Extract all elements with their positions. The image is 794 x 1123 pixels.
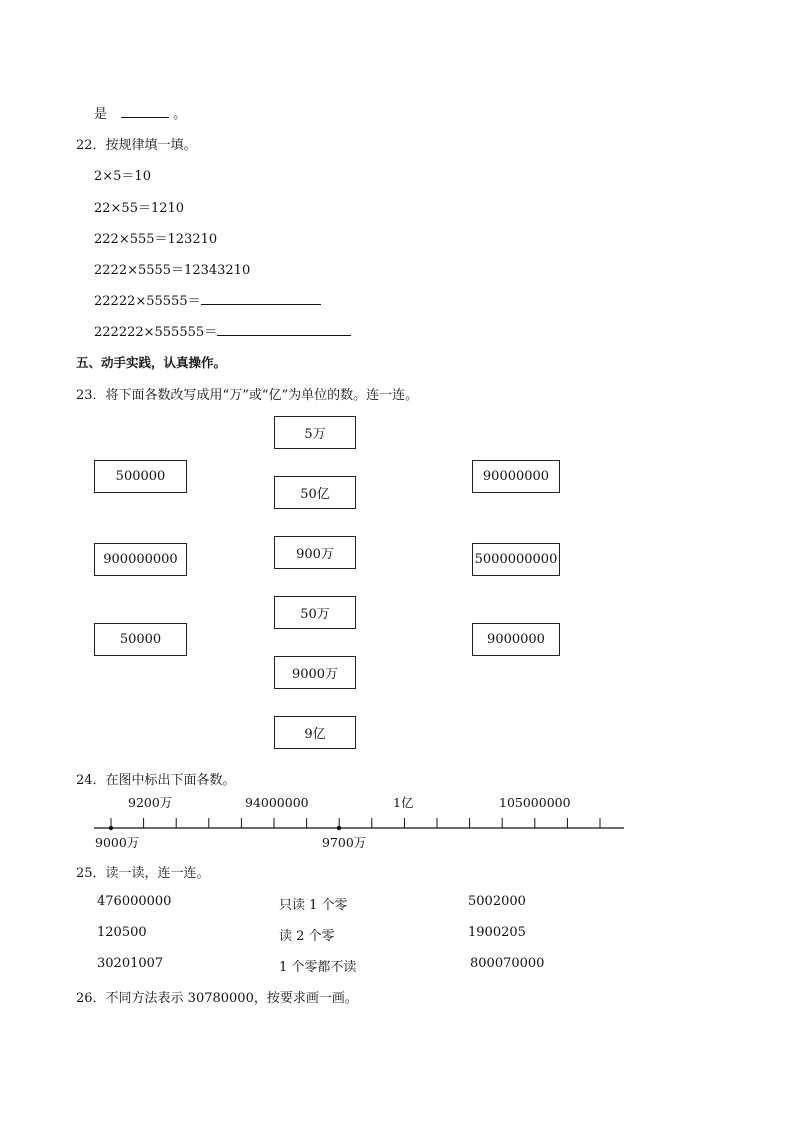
q22-line: 2×5＝10 (94, 169, 151, 184)
point-marker (109, 826, 113, 830)
answer-blank[interactable] (121, 105, 169, 118)
q25-rule[interactable]: 读 2 个零 (279, 929, 335, 944)
q22-line: 2222×5555＝12343210 (94, 263, 251, 278)
point-marker (337, 826, 341, 830)
number-label: 105000000 (499, 795, 571, 810)
q22-line: 22×55＝1210 (94, 201, 185, 216)
q21-tail (94, 103, 186, 122)
number-line (0, 788, 794, 852)
q22-line: 222222×555555＝ (94, 325, 218, 340)
q21-suffix: 。 (173, 107, 187, 122)
q22-line: 22222×55555＝ (94, 294, 201, 309)
q22-title: 22．按规律填一填。 (76, 138, 197, 153)
q21-prefix: 是 (94, 107, 108, 122)
q25-number[interactable]: 1900205 (468, 925, 526, 940)
q25-number[interactable]: 5002000 (468, 894, 526, 909)
middle-unit-box[interactable]: 50万 (274, 596, 356, 629)
q23-title: 23．将下面各数改写成用“万”或“亿”为单位的数。连一连。 (76, 388, 419, 403)
right-number-box[interactable]: 5000000000 (472, 543, 560, 576)
middle-unit-box[interactable]: 9000万 (274, 656, 356, 689)
q26-title: 26．不同方法表示 30780000，按要求画一画。 (76, 991, 358, 1006)
left-number-box[interactable]: 900000000 (94, 543, 187, 576)
left-number-box[interactable]: 500000 (94, 460, 187, 493)
tick-value-label: 9000万 (95, 835, 140, 850)
right-number-box[interactable]: 9000000 (472, 623, 560, 656)
q22-line: 222×555＝123210 (94, 232, 218, 247)
q25-rule[interactable]: 1 个零都不读 (279, 960, 357, 975)
q25-number[interactable]: 120500 (97, 925, 147, 940)
answer-blank[interactable] (217, 323, 351, 336)
right-number-box[interactable]: 90000000 (472, 460, 560, 493)
middle-unit-box[interactable]: 5万 (274, 416, 356, 449)
number-label: 94000000 (245, 795, 309, 810)
section-title: 五、动手实践，认真操作。 (76, 355, 227, 370)
tick-marks (111, 818, 600, 828)
middle-unit-box[interactable]: 9亿 (274, 716, 356, 749)
middle-unit-box[interactable]: 900万 (274, 536, 356, 569)
q25-title: 25．读一读，连一连。 (76, 866, 210, 881)
q22-line-blank-row (94, 321, 351, 340)
q25-rule[interactable]: 只读 1 个零 (279, 898, 348, 913)
q25-number[interactable]: 800070000 (470, 956, 545, 971)
q25-number[interactable]: 476000000 (97, 894, 172, 909)
q25-number[interactable]: 30201007 (97, 956, 164, 971)
q22-line-blank-row (94, 290, 321, 309)
middle-unit-box[interactable]: 50亿 (274, 476, 356, 509)
number-label: 1亿 (393, 795, 414, 810)
number-label: 9200万 (128, 795, 173, 810)
tick-value-label: 9700万 (322, 835, 367, 850)
answer-blank[interactable] (201, 292, 321, 305)
left-number-box[interactable]: 50000 (94, 623, 187, 656)
q24-title: 24．在图中标出下面各数。 (76, 773, 236, 788)
